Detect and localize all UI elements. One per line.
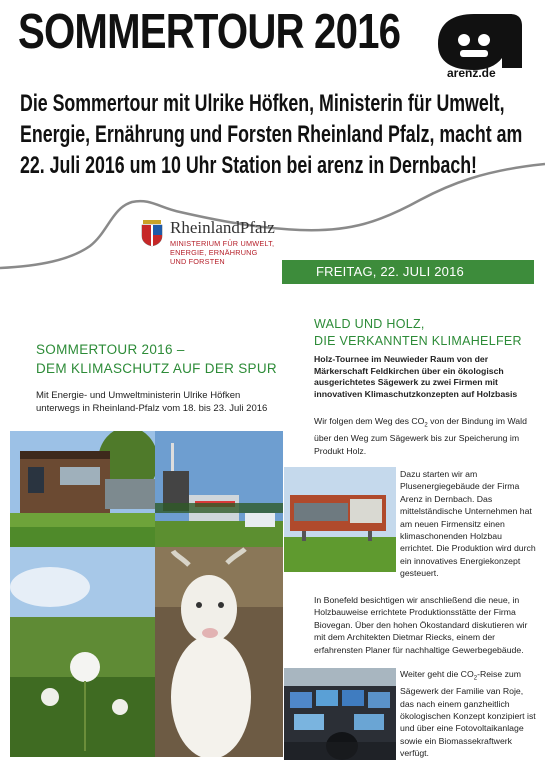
intro-text: Die Sommertour mit Ulrike Höfken, Ministerin für Umwelt, Energie, Ernährung und Forsten Rheinland Pfalz, macht am 22. Juli 2016 um 10 Uhr Station bei arenz in Dernbach!	[20, 90, 523, 179]
left-heading: SOMMERTOUR 2016 – DEM KLIMASCHUTZ AUF DER SPUR	[36, 342, 277, 376]
photo-control-room	[284, 668, 396, 760]
photo-cotton-grass	[10, 547, 155, 757]
page-title: SOMMERTOUR 2016	[18, 5, 401, 59]
right-lead-text: Holz-Tournee im Neuwieder Raum von der Märkerschaft Feldkirchen über ein ökologisch ausgerichtetes Sägewerk zu zwei Firmen mit innovativen Klimaschutzkonzepten auf Holzbasis	[314, 354, 518, 399]
coat-of-arms-icon	[140, 219, 164, 247]
photo-wood-building	[10, 431, 155, 547]
paragraph-sawmill: Weiter geht die $CO_2$-Reise zum Sägewerk der Familie van Roje, das nach einem ganzheitlich ökologischen Konzept konzipiert ist und über eine Fotovoltaikanlage sowie ein Biomassekraftwerk verfügt.	[400, 669, 536, 759]
ministry-wordmark: RheinlandPfalz	[170, 218, 275, 237]
right-heading: WALD UND HOLZ, DIE VERKANNTEN KLIMAHELFER	[314, 317, 522, 348]
paragraph-arenz: Dazu starten wir am Plusenergiegebäude der Firma Arenz in Dernbach. Das mittelständische Unternehmen hat am neuen Firmensitz einen klimaschonenden Holzbau errichtet. Die Produktion wird durch ein innovatives Energiekonzept gesteuert.	[400, 469, 536, 579]
logo-wordmark: arenz.de	[447, 66, 496, 80]
paragraph-biovegan: In Bonefeld besichtigen wir anschließend die neue, in Holzbauweise errichtete Produktionsstätte der Firma Biovegan. Über den hohen Ökostandard diskutieren wir mit dem Architekten Dietmar Riecks, einem der erfahrensten Planer für nachhaltige Gewerbegebäude.	[314, 595, 528, 655]
paragraph-co2-path: Wir folgen dem Weg des $CO_2$ von der Bindung im Wald über den Weg zum Sägewerk bis zur Speicherung im Produkt Holz.	[314, 416, 527, 456]
photo-plusenergy-building	[284, 467, 396, 572]
photo-factory	[155, 431, 283, 547]
photo-goat	[155, 547, 283, 757]
left-subtext: Mit Energie- und Umweltministerin Ulrike Höfken unterwegs in Rheinland-Pfalz vom 18. bis 23. Juli 2016	[36, 390, 268, 414]
date-banner: FREITAG, 22. JULI 2016	[282, 260, 534, 284]
ministry-title: MINISTERIUM FÜR UMWELT, ENERGIE, ERNÄHRUNG UND FORSTEN	[170, 239, 275, 266]
